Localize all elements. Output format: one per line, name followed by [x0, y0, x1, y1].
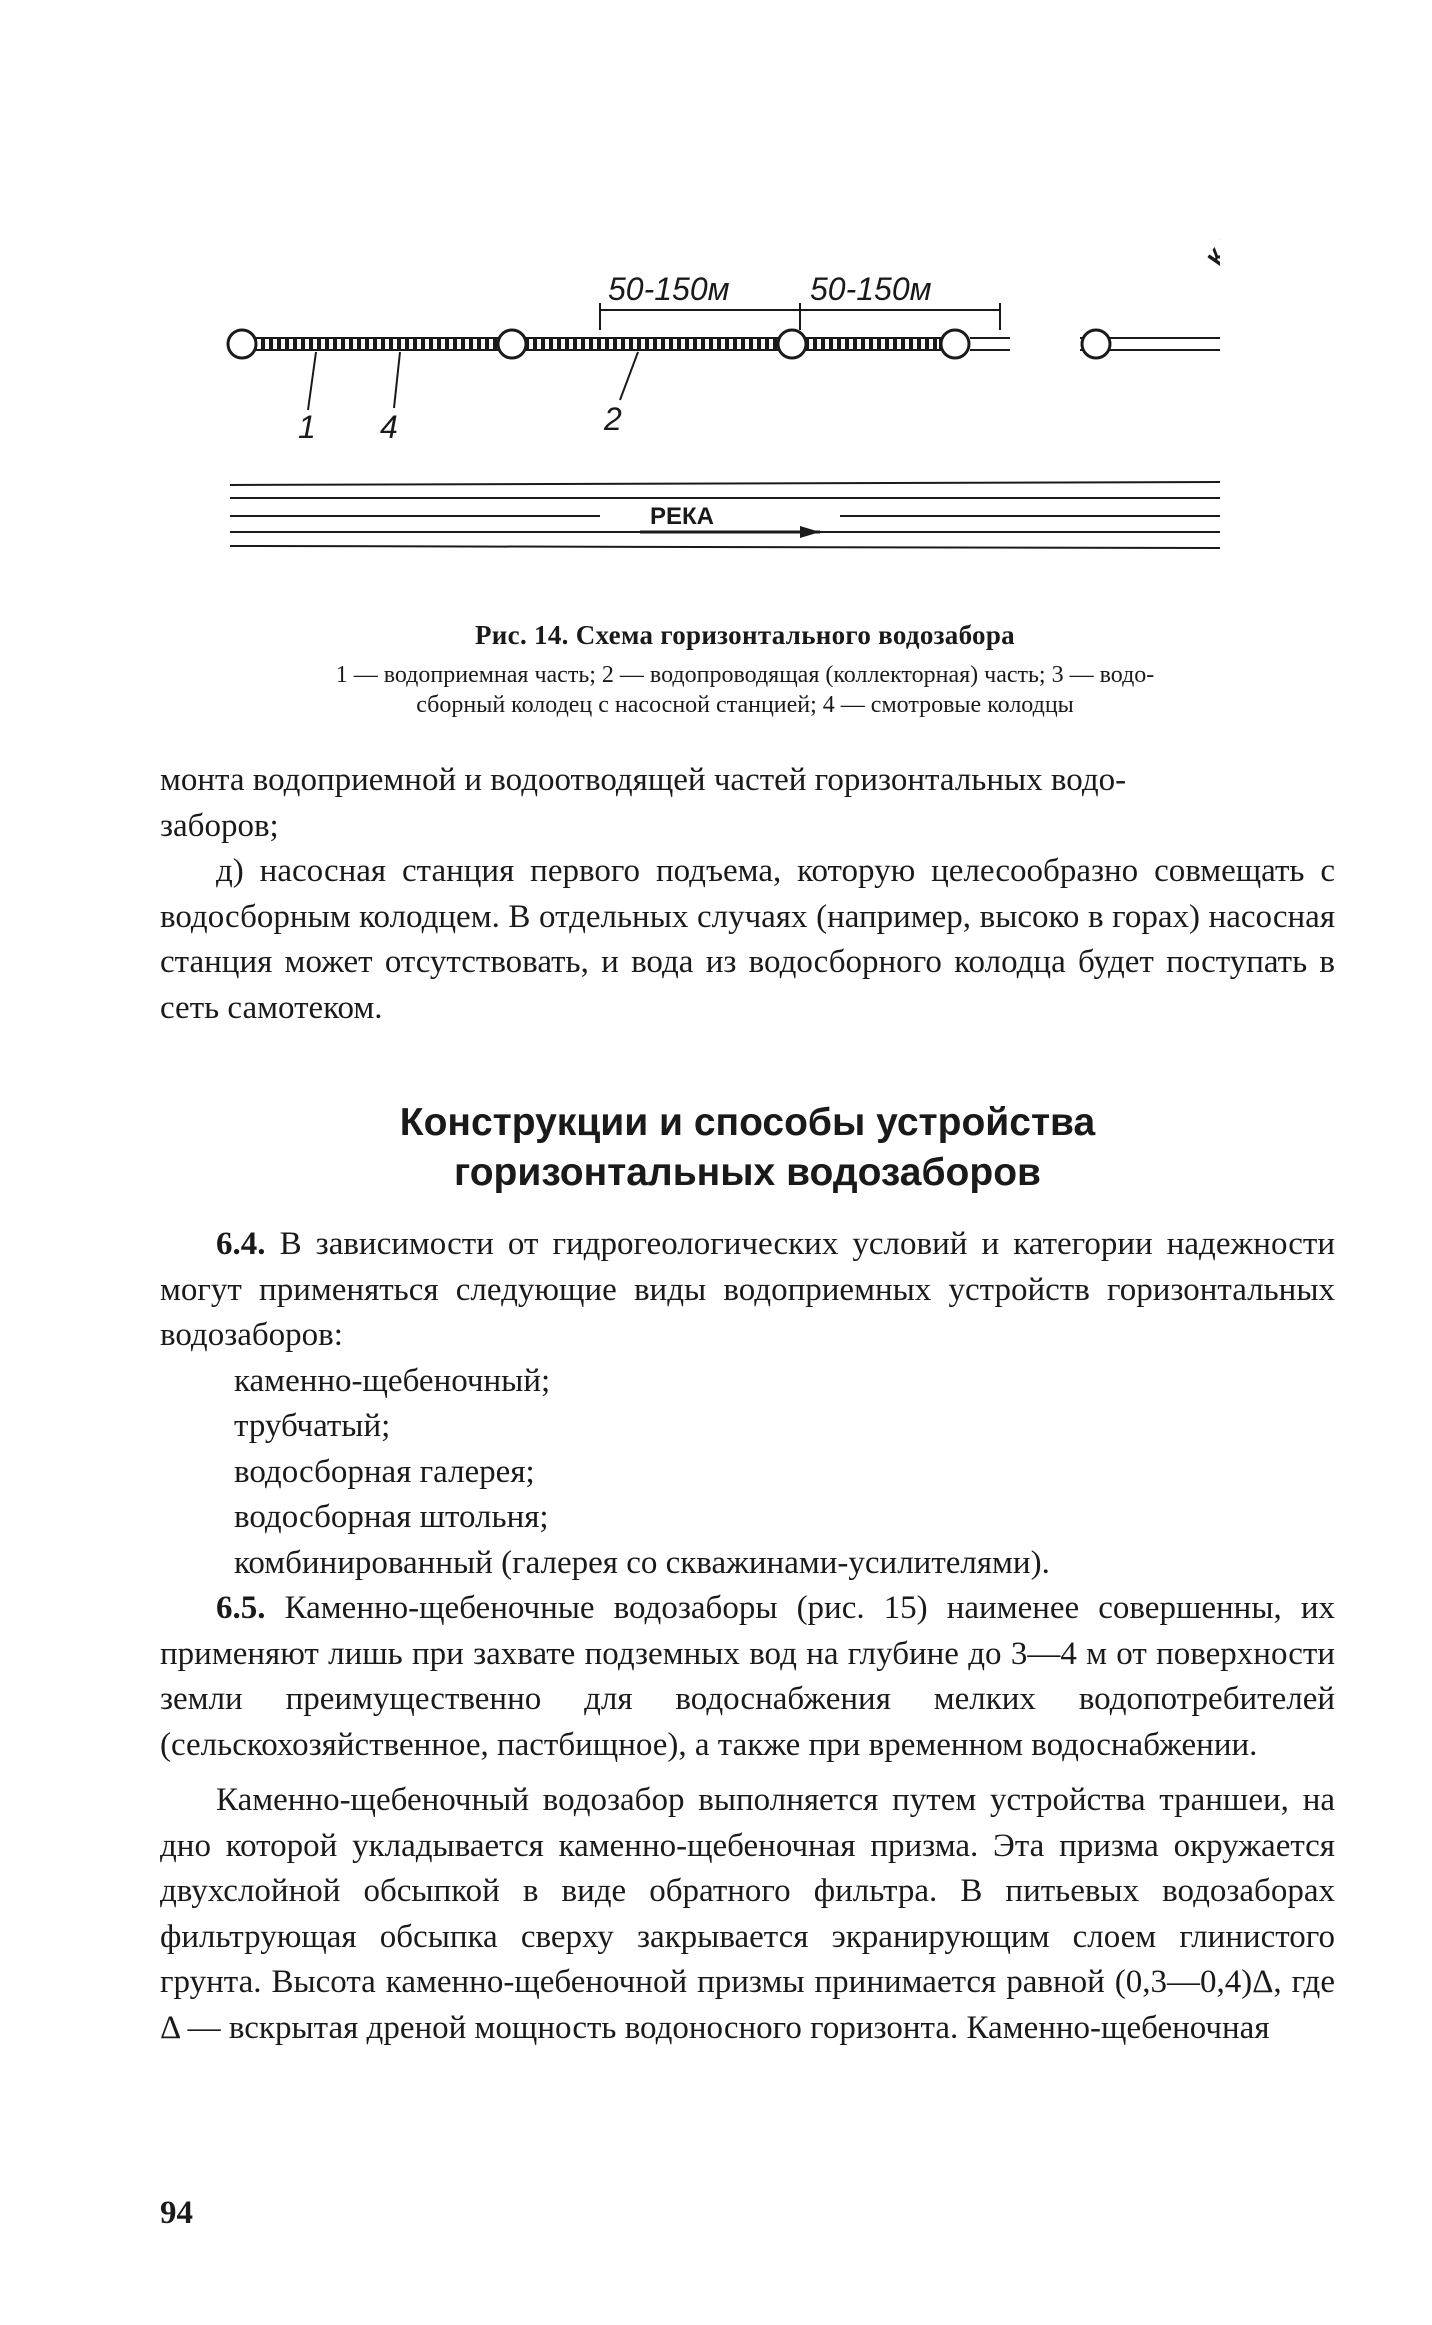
to-consumer-annotation — [1203, 120, 1220, 304]
paragraph-continuation-line1: монта водоприемной и водоотводящей частей горизонтальных водо- — [160, 762, 1127, 798]
intake-part — [254, 338, 940, 350]
dimension-right-label: 50-150м — [810, 271, 932, 307]
list-item: комбинированный (галерея со скважинами-усилителями). — [234, 1544, 1050, 1581]
paragraph-number-6-4: 6.4. — [216, 1226, 266, 1262]
figure-caption-title: Рис. 14. Схема горизонтального водозабора — [475, 620, 1015, 650]
paragraph-6-4 — [160, 1222, 1335, 1359]
paragraph-6-5 — [160, 1586, 1335, 1768]
body-text-top — [160, 758, 1335, 1031]
dimension-lines — [600, 303, 1000, 330]
callout-1: 1 — [298, 409, 316, 445]
section-heading — [160, 1098, 1335, 1198]
river-label: РЕКА — [650, 503, 714, 530]
list-item: трубчатый; — [234, 1408, 391, 1444]
legend-line-1: 1 — водоприемная часть; 2 — водопроводящая (коллекторная) часть; 3 — водо- — [335, 662, 1155, 688]
heading-line-1: Конструкции и способы устройства — [399, 1101, 1096, 1144]
paragraph-number-6-5: 6.5. — [216, 1590, 266, 1626]
paragraph-6-4-text: В зависимости от гидрогеологических условий и категории надежности могут применяться следующие виды водоприемных устройств горизонтальных водозаборов: — [160, 1226, 1335, 1353]
callout-4: 4 — [380, 409, 398, 445]
horizontal-intake-scheme — [220, 120, 1220, 580]
list-item: водосборная галерея; — [234, 1453, 535, 1490]
to-consumer-line1: К ВОДОПОТРЕ- — [1202, 120, 1220, 272]
paragraph-item-d: д) насосная станция первого подъема, которую целесообразно совмещать с водосборным колодцем. В отдельных случаях (например, высоко в горах) насосная станция может отсутствовать, и вода из водосборного колодца будет поступать в сеть самотеком. — [160, 853, 1335, 1026]
list-item: каменно-щебеночный; — [234, 1362, 551, 1399]
dimension-left-label: 50-150м — [608, 271, 730, 307]
list-item: водосборная штольня; — [234, 1499, 549, 1535]
figure-caption-legend — [150, 660, 1340, 720]
figure-14-diagram — [220, 120, 1220, 580]
callout-2: 2 — [604, 401, 622, 437]
paragraph-continuation-line2: заборов; — [160, 807, 279, 844]
paragraph-crushed-stone: Каменно-щебеночный водозабор выполняется путем устройства траншеи, на дно которой укладывается каменно-щебеночная призма. Эта призма окружается двухслойной обсыпкой в виде обратного фильтра. В питьевых водозаборах фильтрующая обсыпка сверху закрывается экранирующим слоем глинистого грунта. Высота каменно-щебеночной призмы принимается равной (0,3—0,4)Δ, где Δ — вскрытая дреной мощность водоносного горизонта. Каменно-щебеночная — [160, 1782, 1335, 2046]
paragraph-6-5-text: Каменно-щебеночные водозаборы (рис. 15) наименее совершенны, их применяют лишь при захвате подземных вод на глубине до 3—4 м от поверхности земли преимущественно для водоснабжения мелких водопотребителей (сельскохозяйственное, пастбищное), а также при временном водоснабжении. — [160, 1590, 1335, 1763]
legend-line-2: сборный колодец с насосной станцией; 4 — смотровые колодцы — [416, 692, 1074, 718]
heading-line-2: горизонтальных водозаборов — [454, 1151, 1041, 1194]
body-text-section — [160, 1222, 1335, 2051]
page-number: 94 — [160, 2195, 193, 2231]
river-lines — [230, 482, 1220, 548]
callouts — [308, 352, 1220, 412]
